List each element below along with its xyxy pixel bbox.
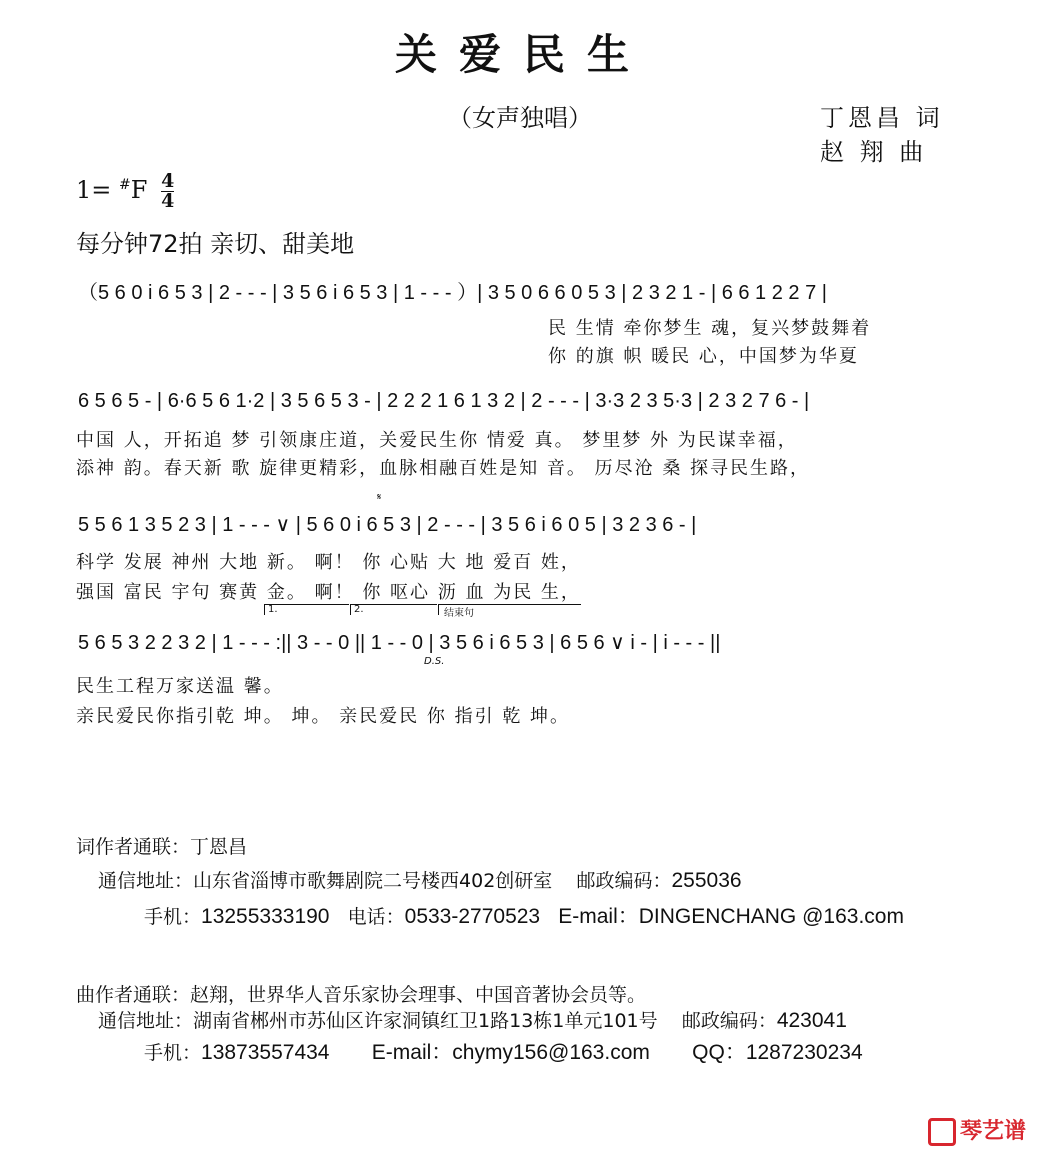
- lyric-line-4a: 民生工程万家送温 馨。: [76, 676, 284, 697]
- lyric-line-1a: 民 生情 牵你梦生 魂，复兴梦鼓舞着: [548, 318, 872, 339]
- lyricist-phone-label: 手机：: [144, 906, 202, 928]
- time-numerator: 4: [161, 170, 175, 192]
- segno-mark: 𝄋: [377, 492, 382, 503]
- lyricist-contact-label: 词作者通联：: [76, 836, 191, 858]
- song-title: 关爱民生: [394, 30, 651, 79]
- sharp-sign: #: [119, 177, 131, 193]
- key-prefix: 1=: [76, 176, 112, 204]
- composer-email-label: E-mail：: [371, 1041, 453, 1064]
- lyric-line-4b: 亲民爱民你指引乾 坤。 坤。 亲民爱民 你 指引 乾 坤。: [76, 706, 571, 727]
- composer-phone-line: [144, 1036, 863, 1066]
- lyricist-zip: 255036: [671, 869, 742, 892]
- watermark-logo: [928, 1114, 1026, 1146]
- composer-address: 湖南省郴州市苏仙区许家洞镇红卫1路13栋1单元101号: [193, 1010, 658, 1032]
- composer-phone: 13873557434: [201, 1041, 330, 1064]
- lyric-line-2b: 添神 韵。春天新 歌 旋律更精彩，血脉相融百姓是知 音。 历尽沧 桑 探寻民生路，: [76, 458, 811, 479]
- lyricist-email: DINGENCHANG @163.com: [638, 905, 904, 928]
- lyric-line-3a: 科学 发展 神州 大地 新。 啊！ 你 心贴 大 地 爱百 姓，: [76, 552, 581, 573]
- lyricist-tel: 0533-2770523: [404, 905, 541, 928]
- lyricist-address: 山东省淄博市歌舞剧院二号楼西402创研室: [193, 870, 553, 892]
- lyricist-name: 丁恩昌: [190, 836, 248, 858]
- composer-email: chymy156@163.com: [452, 1041, 650, 1064]
- composer-zip-label: 邮政编码：: [681, 1010, 777, 1032]
- lyricist-phone-line: [144, 900, 904, 930]
- composer-credit: 赵 翔 曲: [820, 138, 928, 166]
- lyricist-email-label: E-mail：: [558, 905, 639, 928]
- composer-info: 赵翔，世界华人音乐家协会理事、中国音著协会员等。: [190, 984, 647, 1006]
- time-signature: [161, 172, 174, 211]
- lyricist-address-line: [98, 866, 742, 893]
- tempo-marking: 每分钟72拍 亲切、甜美地: [76, 230, 355, 258]
- ds-mark: D.S.: [424, 656, 445, 667]
- composer-qq: 1287230234: [745, 1041, 863, 1064]
- notation-line-4: 5 6 5 3 2 2 3 2 | 1 - - - :|| 3 - - 0 || 1 - - 0 | 3 5 6 i 6 5 3 | 6 5 6 ∨ i - | i - - - ||: [78, 632, 721, 654]
- notation-line-1: （5 6 0 i 6 5 3 | 2 - - - | 3 5 6 i 6 5 3 | 1 - - - ）| 3 5 0 6 6 0 5 3 | 2 3 2 1 - | 6 6 1 2 2 7 |: [78, 282, 827, 304]
- composer-phone-label: 手机：: [144, 1042, 202, 1064]
- composer-qq-label: QQ：: [692, 1041, 746, 1064]
- composer-address-label: 通信地址：: [98, 1010, 194, 1032]
- time-denominator: 4: [161, 190, 175, 212]
- watermark-text: 琴艺谱: [959, 1119, 1026, 1144]
- key-note: F: [130, 176, 148, 204]
- lyricist-credit: 丁恩昌 词: [820, 104, 944, 132]
- lyric-line-2a: 中国 人，开拓追 梦 引领康庄道，关爱民生你 情爱 真。 梦里梦 外 为民谋幸福，: [76, 430, 798, 451]
- lyricist-contact-line: [76, 832, 247, 859]
- composer-zip: 423041: [776, 1009, 847, 1032]
- notation-line-2: 6 5 6 5 - | 6·6 5 6 1·2 | 3 5 6 5 3 - | 2 2 2 1 6 1 3 2 | 2 - - - | 3·3 2 3 5·3 | 2 3 2 7 6 - |: [78, 390, 810, 412]
- lyricist-address-label: 通信地址：: [98, 870, 194, 892]
- composer-contact-line: [76, 980, 646, 1007]
- lyric-line-1b: 你 的旗 帜 暖民 心，中国梦为华夏: [548, 346, 859, 367]
- composer-address-line: [98, 1006, 847, 1033]
- ending-label: 结束句: [444, 608, 474, 619]
- logo-icon: [928, 1118, 956, 1146]
- key-signature: [76, 172, 174, 211]
- notation-line-3: 5 5 6 1 3 5 2 3 | 1 - - - ∨ | 5 6 0 i 6 5 3 | 2 - - - | 3 5 6 i 6 0 5 | 3 2 3 6 - |: [78, 514, 697, 536]
- lyricist-phone: 13255333190: [201, 905, 330, 928]
- volta-1-label: 1.: [268, 604, 278, 615]
- lyricist-zip-label: 邮政编码：: [576, 870, 672, 892]
- composer-contact-label: 曲作者通联：: [76, 984, 191, 1006]
- volta-2-label: 2.: [354, 604, 364, 615]
- lyricist-tel-label: 电话：: [347, 906, 405, 928]
- subtitle: （女声独唱）: [448, 104, 592, 132]
- lyric-line-3b: 强国 富民 宇句 赛黄 金。 啊！ 你 呕心 沥 血 为民 生，: [76, 582, 581, 603]
